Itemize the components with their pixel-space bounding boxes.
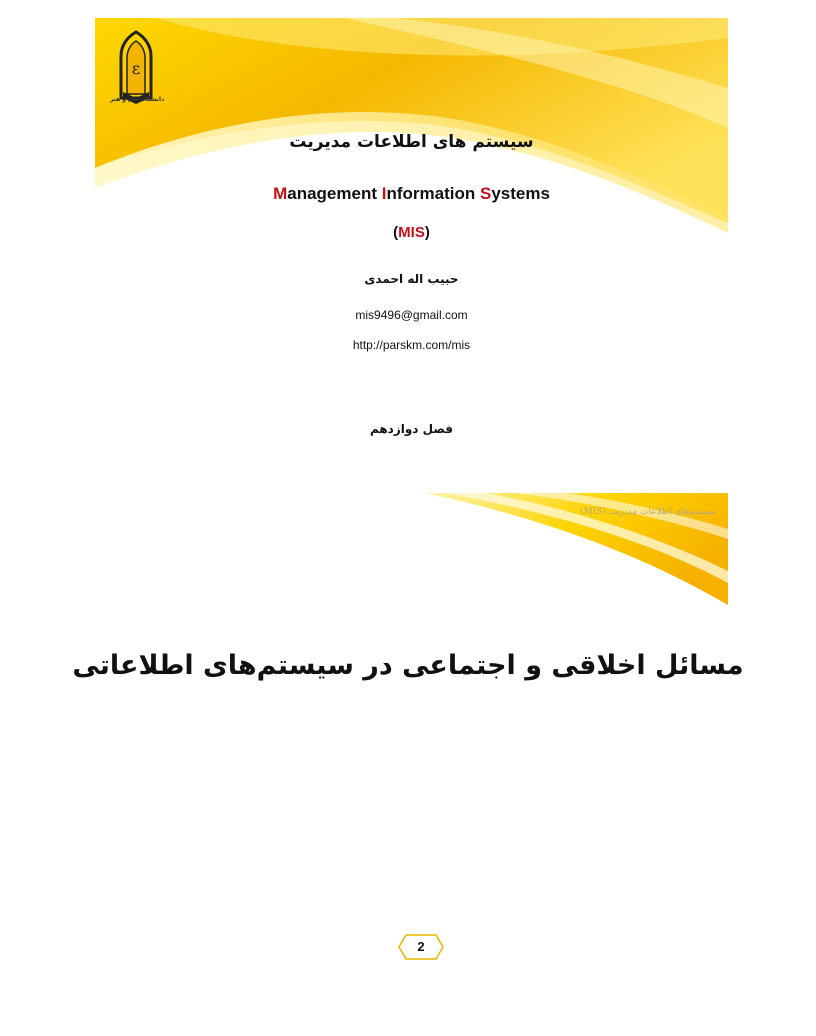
slide-header-caption: سیستم‌های اطلاعات مدیریت (MIS) bbox=[579, 507, 716, 517]
title-word-anagement: anagement bbox=[287, 184, 382, 203]
course-title-english bbox=[95, 184, 728, 204]
course-abbreviation bbox=[95, 224, 728, 241]
abbrev-text: MIS bbox=[398, 224, 425, 241]
chapter-title: مسائل اخلاقی و اجتماعی در سیستم‌های اطلاعاتی bbox=[72, 650, 744, 681]
abbrev-open-paren: ( bbox=[393, 224, 399, 241]
yellow-swoosh-background bbox=[95, 18, 728, 472]
svg-text:ε: ε bbox=[131, 59, 141, 78]
title-letter-s: S bbox=[479, 184, 492, 203]
author-email: mis9496@gmail.com bbox=[355, 308, 468, 322]
logo-caption: دانشگاه علم و هنر bbox=[109, 96, 165, 103]
title-slide bbox=[95, 18, 728, 472]
title-word-ystems: ystems bbox=[491, 184, 550, 203]
title-letter-i: I bbox=[381, 184, 387, 203]
page-number: 2 bbox=[417, 939, 425, 954]
course-title-persian: سیستم های اطلاعات مدیریت bbox=[289, 132, 534, 152]
author-name: حبیب اله احمدی bbox=[364, 272, 459, 286]
title-letter-m: M bbox=[273, 184, 288, 203]
abbrev-close-paren: ) bbox=[424, 224, 430, 241]
course-url: http://parskm.com/mis bbox=[352, 338, 471, 352]
title-word-nformation: nformation bbox=[386, 184, 480, 203]
chapter-label: فصل دوازدهم bbox=[369, 422, 454, 436]
